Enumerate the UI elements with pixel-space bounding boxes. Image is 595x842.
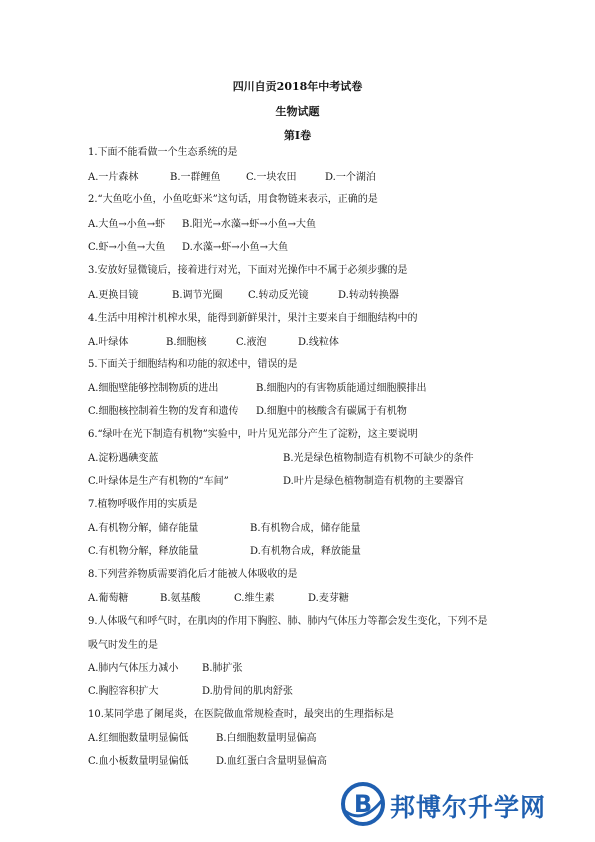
question-5-option-b: B.细胞内的有害物质能通过细胞膜排出 <box>256 383 427 394</box>
question-10-option-a: A.红细胞数量明显偏低 <box>88 733 189 744</box>
question-3-option-c: C.转动反光镜 <box>248 290 309 301</box>
question-1-option-d: D.一个湖泊 <box>325 172 376 183</box>
question-10-stem: 10.某同学患了阑尾炎，在医院做血常规检查时，最突出的生理指标是 <box>88 709 394 720</box>
question-3-option-b: B.调节光圈 <box>172 290 223 301</box>
question-9-option-d: D.肋骨间的肌肉舒张 <box>202 686 293 697</box>
question-2-option-a: A.大鱼→小鱼→虾 <box>88 219 166 230</box>
watermark-text: 邦博尔升学网 <box>390 793 547 822</box>
question-6-option-a: A.淀粉遇碘变蓝 <box>88 453 159 464</box>
question-1-option-c: C.一块农田 <box>246 172 297 183</box>
question-5-stem: 5.下面关于细胞结构和功能的叙述中，错误的是 <box>88 359 298 370</box>
question-8-option-d: D.麦芽糖 <box>308 593 349 604</box>
question-10-option-d: D.血红蛋白含量明显偏高 <box>216 756 327 767</box>
question-3-option-d: D.转动转换器 <box>338 290 399 301</box>
question-4-option-d: D.线粒体 <box>298 337 339 348</box>
question-7-stem: 7.植物呼吸作用的实质是 <box>88 499 198 510</box>
volume-title: 第Ⅰ卷 <box>283 129 312 142</box>
question-5-option-d: D.细胞中的核酸含有碳属于有机物 <box>256 406 407 417</box>
question-4-option-c: C.液泡 <box>236 337 267 348</box>
question-10-option-b: B.白细胞数量明显偏高 <box>216 733 317 744</box>
question-4-option-b: B.细胞核 <box>166 337 207 348</box>
watermark-logo <box>340 776 590 832</box>
question-2-option-b: B.阳光→水藻→虾→小鱼→大鱼 <box>182 219 317 230</box>
question-7-option-d: D.有机物合成，释放能量 <box>250 546 361 557</box>
question-1-stem: 1.下面不能看做一个生态系统的是 <box>88 147 238 158</box>
question-8-option-a: A.葡萄糖 <box>88 593 129 604</box>
logo-b-icon <box>340 781 386 827</box>
question-2-option-c: C.虾→小鱼→大鱼 <box>88 242 166 253</box>
question-9-option-c: C.胸腔容积扩大 <box>88 686 159 697</box>
exam-title: 四川自贡2018年中考试卷 <box>232 80 363 93</box>
question-9-option-a: A.肺内气体压力减小 <box>88 663 179 674</box>
question-3-stem: 3.安放好显微镜后，接着进行对光，下面对光操作中不属于必须步骤的是 <box>88 265 408 276</box>
question-1-option-b: B.一群鲤鱼 <box>170 172 221 183</box>
question-7-option-a: A.有机物分解，储存能量 <box>88 523 199 534</box>
question-5-option-a: A.细胞壁能够控制物质的进出 <box>88 383 219 394</box>
question-6-stem: 6.“绿叶在光下制造有机物”实验中，叶片见光部分产生了淀粉，这主要说明 <box>88 429 418 440</box>
question-9-option-b: B.肺扩张 <box>202 663 243 674</box>
question-9-stem: 9.人体吸气和呼气时，在肌肉的作用下胸腔、肺、肺内气体压力等都会发生变化，下列不是 <box>88 616 488 627</box>
question-2-stem: 2.“大鱼吃小鱼，小鱼吃虾米”这句话，用食物链来表示，正确的是 <box>88 194 378 205</box>
question-4-stem: 4.生活中用榨汁机榨水果，能得到新鲜果汁，果汁主要来自于细胞结构中的 <box>88 313 418 324</box>
question-4-option-a: A.叶绿体 <box>88 337 129 348</box>
question-3-option-a: A.更换目镜 <box>88 290 139 301</box>
question-5-option-c: C.细胞核控制着生物的发育和遗传 <box>88 406 239 417</box>
question-7-option-b: B.有机物合成，储存能量 <box>250 523 361 534</box>
question-8-stem: 8.下列营养物质需要消化后才能被人体吸收的是 <box>88 569 298 580</box>
question-9-stem-continued: 吸气时发生的是 <box>88 640 158 651</box>
question-6-option-c: C.叶绿体是生产有机物的“车间” <box>88 476 229 487</box>
question-1-option-a: A.一片森林 <box>88 172 139 183</box>
question-6-option-b: B.光是绿色植物制造有机物不可缺少的条件 <box>283 453 474 464</box>
subject-title: 生物试题 <box>275 105 320 118</box>
question-10-option-c: C.血小板数量明显偏低 <box>88 756 189 767</box>
question-7-option-c: C.有机物分解，释放能量 <box>88 546 199 557</box>
question-8-option-c: C.维生素 <box>234 593 275 604</box>
svg-text:B: B <box>353 790 373 818</box>
question-8-option-b: B.氨基酸 <box>160 593 201 604</box>
question-2-option-d: D.水藻→虾→小鱼→大鱼 <box>182 242 288 253</box>
question-6-option-d: D.叶片是绿色植物制造有机物的主要器官 <box>283 476 464 487</box>
